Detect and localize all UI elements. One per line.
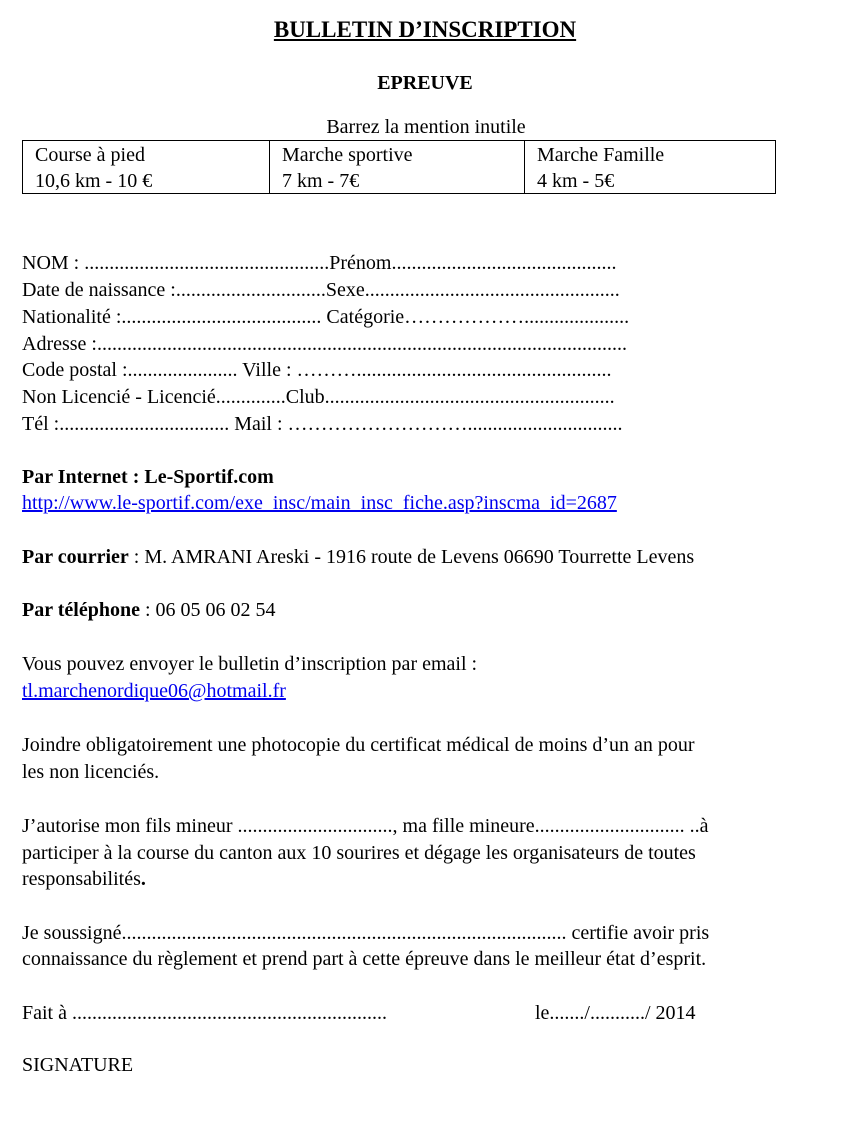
event-marche-sportive (269, 141, 524, 193)
event-details: 7 km - 7€ (282, 170, 360, 192)
authorization-line-1: J’autorise mon fils mineur ..............................., ma fille mineure.............................. ..à (22, 815, 709, 837)
events-table (22, 140, 776, 194)
event-details: 10,6 km - 10 € (35, 170, 153, 192)
authorization-text: responsabilités (22, 868, 141, 890)
place-field: Fait à ............................................................... (22, 1002, 387, 1024)
declaration-line-2: connaissance du règlement et prend part à cette épreuve dans le meilleur état d’esprit. (22, 948, 707, 970)
field-licence-club: Non Licencié - Licencié..............Club.......................................................... (22, 386, 615, 408)
email-intro: Vous pouvez envoyer le bulletin d’inscription par email : (22, 653, 478, 675)
form-title: BULLETIN D’INSCRIPTION (273, 17, 577, 42)
event-name: Marche sportive (282, 144, 413, 166)
signature-label: SIGNATURE (22, 1054, 134, 1076)
event-heading: EPREUVE (377, 72, 473, 94)
event-details: 4 km - 5€ (537, 170, 615, 192)
authorization-period: . (140, 868, 146, 890)
authorization-line-2: participer à la course du canton aux 10 sourires et dégage les organisateurs de toutes (22, 842, 696, 864)
phone-label: Par téléphone (22, 599, 140, 621)
event-marche-famille (524, 141, 775, 193)
event-course-a-pied (23, 141, 269, 193)
internet-link-line (22, 490, 617, 516)
event-name: Marche Famille (537, 144, 665, 166)
date-field: le......./.........../ 2014 (535, 1002, 696, 1024)
certificate-line-2: les non licenciés. (22, 761, 160, 783)
declaration-line-1: Je soussigné......................................................................................... certifie avoir pris (22, 922, 710, 944)
phone-line (22, 597, 276, 623)
event-name: Course à pied (35, 144, 145, 166)
field-tel-mail: Tél :.................................. Mail : ………………………............................... (22, 413, 623, 435)
internet-link[interactable]: http://www.le-sportif.com/exe_insc/main_insc_fiche.asp?inscma_id=2687 (22, 492, 617, 514)
field-nationalite-categorie: Nationalité :........................................ Catégorie………………..................... (22, 306, 630, 328)
mail-line (22, 544, 694, 570)
field-adresse: Adresse :.......................................................................................................... (22, 333, 627, 355)
email-link-line (22, 678, 286, 704)
internet-label: Par Internet : Le-Sportif.com (22, 466, 274, 488)
mail-label: Par courrier (22, 546, 129, 568)
field-naissance-sexe: Date de naissance :..............................Sexe................................................... (22, 279, 620, 301)
field-code-postal-ville: Code postal :...................... Ville : ………................................................... (22, 359, 612, 381)
strike-instruction: Barrez la mention inutile (326, 116, 526, 138)
field-nom-prenom: NOM : .................................................Prénom............................................. (22, 252, 617, 274)
email-link[interactable]: tl.marchenordique06@hotmail.fr (22, 680, 286, 702)
certificate-line-1: Joindre obligatoirement une photocopie du certificat médical de moins d’un an pour (22, 734, 695, 756)
phone-number: : 06 05 06 02 54 (139, 599, 276, 621)
authorization-line-3 (22, 866, 146, 892)
mail-address: : M. AMRANI Areski - 1916 route de Levens 06690 Tourrette Levens (128, 546, 695, 568)
